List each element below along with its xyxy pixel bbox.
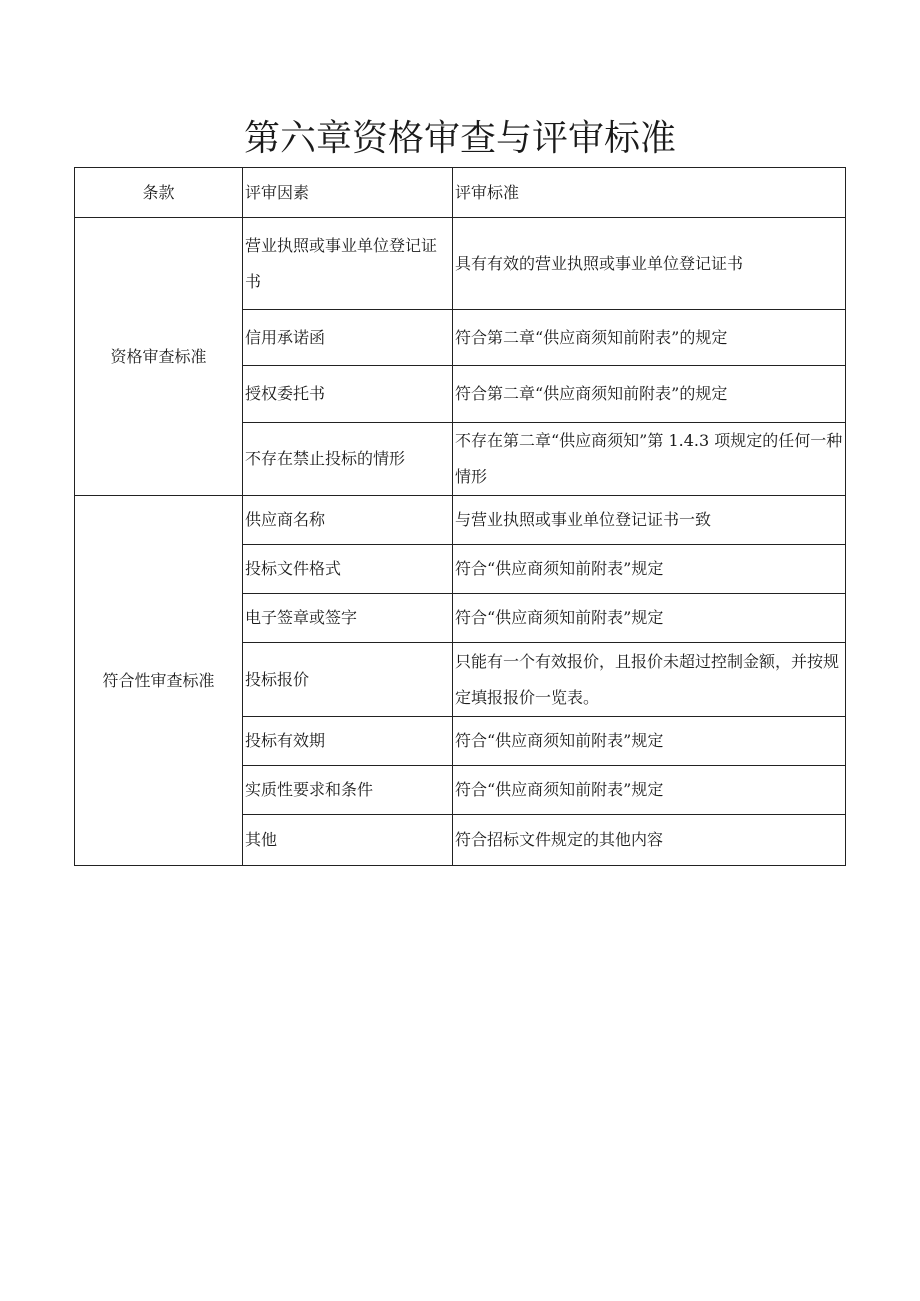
header-factor: 评审因素: [243, 168, 453, 218]
factor-cell: 投标报价: [243, 643, 453, 717]
standard-cell: 符合“供应商须知前附表”规定: [453, 717, 846, 766]
standard-cell: 只能有一个有效报价，且报价未超过控制金额，并按规定填报报价一览表。: [453, 643, 846, 717]
factor-cell: 营业执照或事业单位登记证书: [243, 218, 453, 310]
standard-cell: 符合第二章“供应商须知前附表”的规定: [453, 310, 846, 366]
factor-cell: 供应商名称: [243, 496, 453, 545]
factor-cell: 信用承诺函: [243, 310, 453, 366]
standard-cell: 符合第二章“供应商须知前附表”的规定: [453, 366, 846, 423]
standard-cell: 不存在第二章“供应商须知”第 1.4.3 项规定的任何一种情形: [453, 423, 846, 496]
page-title: 第六章资格审查与评审标准: [243, 118, 676, 159]
standard-cell: 符合“供应商须知前附表”规定: [453, 766, 846, 815]
standard-cell: 符合“供应商须知前附表”规定: [453, 594, 846, 643]
factor-cell: 授权委托书: [243, 366, 453, 423]
header-standard: 评审标准: [453, 168, 846, 218]
factor-cell: 其他: [243, 815, 453, 866]
header-clause: 条款: [75, 168, 243, 218]
criteria-table: [74, 167, 846, 866]
table-header-row: [75, 168, 846, 218]
factor-cell: 投标文件格式: [243, 545, 453, 594]
factor-cell: 实质性要求和条件: [243, 766, 453, 815]
factor-cell: 电子签章或签字: [243, 594, 453, 643]
factor-cell: 投标有效期: [243, 717, 453, 766]
table-row: [75, 218, 846, 310]
standard-cell: 符合“供应商须知前附表”规定: [453, 545, 846, 594]
factor-cell: 不存在禁止投标的情形: [243, 423, 453, 496]
standard-cell: 符合招标文件规定的其他内容: [453, 815, 846, 866]
table-row: [75, 496, 846, 545]
clause-cell-qualification: 资格审查标准: [75, 218, 243, 496]
clause-cell-compliance: 符合性审查标准: [75, 496, 243, 866]
standard-cell: 具有有效的营业执照或事业单位登记证书: [453, 218, 846, 310]
standard-cell: 与营业执照或事业单位登记证书一致: [453, 496, 846, 545]
